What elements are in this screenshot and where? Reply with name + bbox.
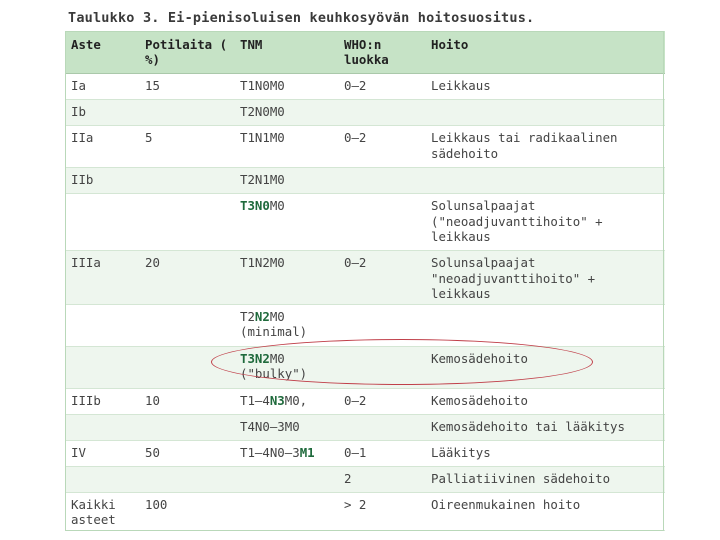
- table-row: [65, 126, 665, 168]
- cell-potilaita: [139, 168, 234, 194]
- cell-aste: Ia: [65, 74, 139, 100]
- cell-who: > 2: [338, 492, 425, 530]
- cell-tnm: [234, 304, 338, 346]
- cell-hoito: Solunsalpaajat ("neoadjuvanttihoito" + leikkaus: [425, 194, 665, 251]
- tnm-part: T1–4N0–3: [240, 444, 300, 460]
- tnm-part: T1N1M0: [240, 130, 285, 145]
- cell-hoito: Oireenmukainen hoito: [425, 492, 665, 530]
- cell-hoito: Kemosädehoito tai lääkitys: [425, 414, 665, 440]
- cell-tnm: [234, 492, 338, 530]
- cell-potilaita: [139, 304, 234, 346]
- cell-potilaita: [139, 414, 234, 440]
- cell-hoito: Kemosädehoito: [425, 388, 665, 414]
- table-row: [65, 492, 665, 530]
- cell-who: [338, 194, 425, 251]
- cell-who: 0–2: [338, 74, 425, 100]
- table-row: [65, 251, 665, 305]
- tnm-part: T3: [240, 198, 255, 213]
- cell-aste: Kaikki asteet: [65, 492, 139, 530]
- table-row: [65, 100, 665, 126]
- cell-potilaita: [139, 466, 234, 492]
- cell-tnm: [234, 251, 338, 305]
- table-caption: Taulukko 3. Ei-pienisoluisen keuhkosyövän hoitosuositus.: [68, 10, 535, 26]
- cell-tnm: [234, 126, 338, 168]
- tnm-part: N2: [254, 350, 270, 366]
- cell-tnm: [234, 346, 338, 388]
- cell-who: 0–2: [338, 388, 425, 414]
- cell-aste: IIa: [65, 126, 139, 168]
- cell-tnm: [234, 194, 338, 251]
- cell-hoito: Lääkitys: [425, 440, 665, 466]
- cell-potilaita: [139, 346, 234, 388]
- tnm-part: M0 ("bulky"): [240, 350, 308, 381]
- cell-tnm: [234, 388, 338, 414]
- tnm-part: T1N0M0: [240, 78, 285, 93]
- table-row: [65, 194, 665, 251]
- header-potilaita: Potilaita ( %): [139, 31, 234, 74]
- cell-aste: Ib: [65, 100, 139, 126]
- tnm-part: N0: [254, 198, 270, 213]
- table-row: [65, 466, 665, 492]
- cell-who: 0–1: [338, 440, 425, 466]
- tnm-part: M0,: [284, 392, 308, 408]
- cell-potilaita: 10: [139, 388, 234, 414]
- cell-aste: [65, 466, 139, 492]
- cell-aste: [65, 304, 139, 346]
- tnm-part: T2N1M0: [240, 172, 285, 187]
- cell-aste: IV: [65, 440, 139, 466]
- tnm-part: T2N0M0: [240, 104, 285, 119]
- cell-who: [338, 304, 425, 346]
- tnm-part: N2: [254, 308, 270, 324]
- table-row: [65, 74, 665, 100]
- cell-hoito: Solunsalpaajat "neoadjuvanttihoito" + leikkaus: [425, 251, 665, 305]
- cell-who: 2: [338, 466, 425, 492]
- header-tnm: TNM: [234, 31, 338, 74]
- cell-aste: IIb: [65, 168, 139, 194]
- tnm-part: T1N2M0: [240, 255, 285, 270]
- header-who: WHO:n luokka: [338, 31, 425, 74]
- cell-who: [338, 414, 425, 440]
- tnm-part: T2: [240, 308, 255, 324]
- cell-hoito: Palliatiivinen sädehoito: [425, 466, 665, 492]
- table-row: [65, 304, 665, 346]
- cell-tnm: [234, 74, 338, 100]
- table-row: [65, 414, 665, 440]
- cell-potilaita: 15: [139, 74, 234, 100]
- cell-hoito: [425, 168, 665, 194]
- cell-hoito: Kemosädehoito: [425, 346, 665, 388]
- cell-hoito: [425, 100, 665, 126]
- cell-tnm: [234, 440, 338, 466]
- cell-potilaita: 100: [139, 492, 234, 530]
- cell-aste: IIIb: [65, 388, 139, 414]
- cell-hoito: Leikkaus: [425, 74, 665, 100]
- cell-tnm: [234, 168, 338, 194]
- table-row: [65, 440, 665, 466]
- table-header-row: [65, 31, 665, 74]
- table-row: [65, 168, 665, 194]
- tnm-part: T1–4: [240, 392, 270, 408]
- cell-aste: [65, 414, 139, 440]
- tnm-part: N3: [269, 392, 285, 408]
- treatment-table: [65, 31, 665, 531]
- header-hoito: Hoito: [425, 31, 665, 74]
- header-aste: Aste: [65, 31, 139, 74]
- cell-hoito: [425, 304, 665, 346]
- cell-potilaita: 50: [139, 440, 234, 466]
- cell-hoito: Leikkaus tai radikaalinen sädehoito: [425, 126, 665, 168]
- cell-tnm: [234, 466, 338, 492]
- cell-aste: IIIa: [65, 251, 139, 305]
- tnm-part: T3: [240, 350, 255, 366]
- table-row: [65, 346, 665, 388]
- tnm-part: T4N0–3M0: [240, 418, 300, 434]
- cell-aste: [65, 346, 139, 388]
- cell-who: [338, 168, 425, 194]
- tnm-part: M1: [299, 444, 315, 460]
- cell-who: [338, 346, 425, 388]
- tnm-part: M0 (minimal): [240, 308, 308, 339]
- cell-tnm: [234, 414, 338, 440]
- cell-who: [338, 100, 425, 126]
- cell-potilaita: 5: [139, 126, 234, 168]
- cell-potilaita: [139, 100, 234, 126]
- cell-who: 0–2: [338, 126, 425, 168]
- cell-who: 0–2: [338, 251, 425, 305]
- tnm-part: M0: [269, 198, 285, 213]
- table-row: [65, 388, 665, 414]
- cell-aste: [65, 194, 139, 251]
- cell-potilaita: [139, 194, 234, 251]
- cell-tnm: [234, 100, 338, 126]
- cell-potilaita: 20: [139, 251, 234, 305]
